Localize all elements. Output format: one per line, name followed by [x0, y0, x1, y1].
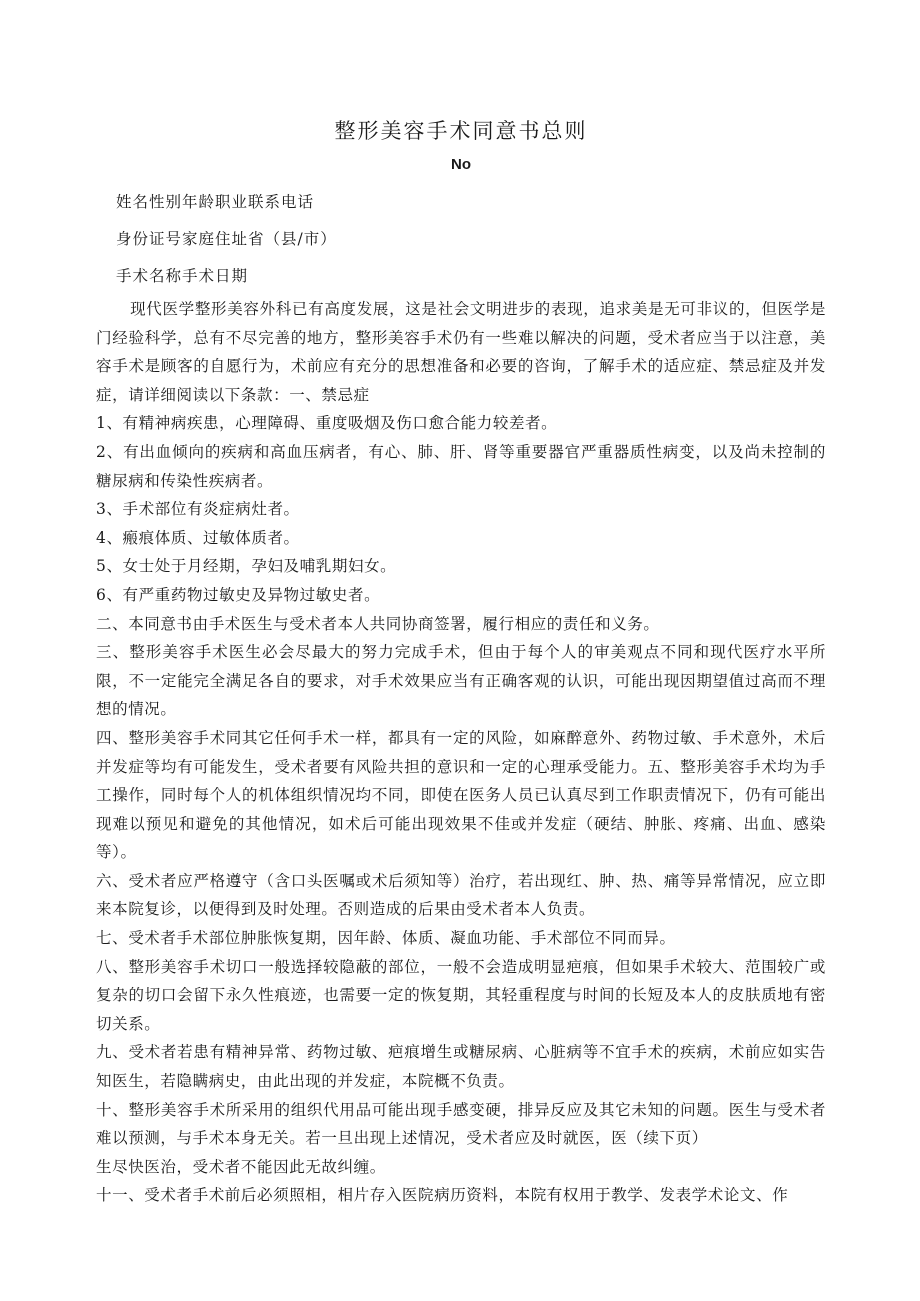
contraindication-5: 5、女士处于月经期，孕妇及哺乳期妇女。: [96, 557, 397, 576]
document-body: [96, 295, 826, 1210]
contraindication-3: 3、手术部位有炎症病灶者。: [96, 500, 300, 519]
clause-4-5: 四、整形美容手术同其它任何手术一样，都具有一定的风险，如麻醉意外、药物过敏、手术意外，术后并发症等均有可能发生，受术者要有风险共担的意识和一定的心理承受能力。五、整形美容手术均为手工操作，同时每个人的机体组织情况均不同，即使在医务人员已认真尽到工作职责情况下，仍有可能出现难以预见和避免的其他情况，如术后可能出现效果不佳或并发症（硬结、肿胀、疼痛、出血、感染等）。: [96, 728, 826, 862]
id-address-line: 身份证号家庭住址省（县/市）: [116, 230, 337, 248]
clause-2: 二、本同意书由手术医生与受术者本人共同协商签署，履行相应的责任和义务。: [96, 614, 660, 633]
document-title: 整形美容手术同意书总则: [334, 119, 588, 143]
clause-7: 七、受术者手术部位肿胀恢复期，因年龄、体质、凝血功能、手术部位不同而异。: [96, 929, 676, 948]
contraindication-6: 6、有严重药物过敏史及异物过敏史者。: [96, 585, 381, 604]
clause-10-continued: 生尽快医治，受术者不能因此无故纠缠。: [96, 1157, 386, 1176]
contraindication-4: 4、瘢痕体质、过敏体质者。: [96, 528, 300, 547]
clause-3: 三、整形美容手术医生必会尽最大的努力完成手术，但由于每个人的审美观点不同和现代医疗水平所限，不一定能完全满足各自的要求，对手术效果应当有正确客观的认识，可能出现因期望值过高而不理想的情况。: [96, 643, 826, 719]
document-number-label: No: [451, 156, 471, 173]
patient-info-line: 姓名性别年龄职业联系电话: [116, 193, 315, 211]
contraindication-1: 1、有精神病疾患，心理障碍、重度吸烟及伤口愈合能力较差者。: [96, 414, 558, 433]
contraindication-2: 2、有出血倾向的疾病和高血压病者，有心、肺、肝、肾等重要器官严重器质性病变，以及尚未控制的糖尿病和传染性疾病者。: [96, 442, 826, 490]
clause-11: 十一、受术者手术前后必须照相，相片存入医院病历资料，本院有权用于教学、发表学术论文、作: [96, 1186, 789, 1205]
clause-8: 八、整形美容手术切口一般选择较隐蔽的部位，一般不会造成明显疤痕，但如果手术较大、范围较广或复杂的切口会留下永久性痕迹，也需要一定的恢复期，其轻重程度与时间的长短及本人的皮肤质地有密切关系。: [96, 957, 826, 1033]
consent-document: [96, 114, 826, 1210]
surgery-info-line: 手术名称手术日期: [116, 267, 249, 285]
intro-paragraph: 现代医学整形美容外科已有高度发展，这是社会文明进步的表现，追求美是无可非议的，但医学是门经验科学，总有不尽完善的地方，整形美容手术仍有一些难以解决的问题，受术者应当于以注意，美容手术是顾客的自愿行为，术前应有充分的思想准备和必要的咨询，了解手术的适应症、禁忌症及并发症，请详细阅读以下条款：一、禁忌症: [96, 300, 826, 404]
clause-6: 六、受术者应严格遵守（含口头医嘱或术后须知等）治疗，若出现红、肿、热、痛等异常情况，应立即来本院复诊，以便得到及时处理。否则造成的后果由受术者本人负责。: [96, 871, 826, 919]
clause-9: 九、受术者若患有精神异常、药物过敏、疤痕增生或糖尿病、心脏病等不宜手术的疾病，术前应如实告知医生，若隐瞒病史，由此出现的并发症，本院概不负责。: [96, 1043, 826, 1091]
clause-10: 十、整形美容手术所采用的组织代用品可能出现手感变硬，排异反应及其它未知的问题。医生与受术者难以预测，与手术本身无关。若一旦出现上述情况，受术者应及时就医，医（续下页）: [96, 1100, 826, 1148]
